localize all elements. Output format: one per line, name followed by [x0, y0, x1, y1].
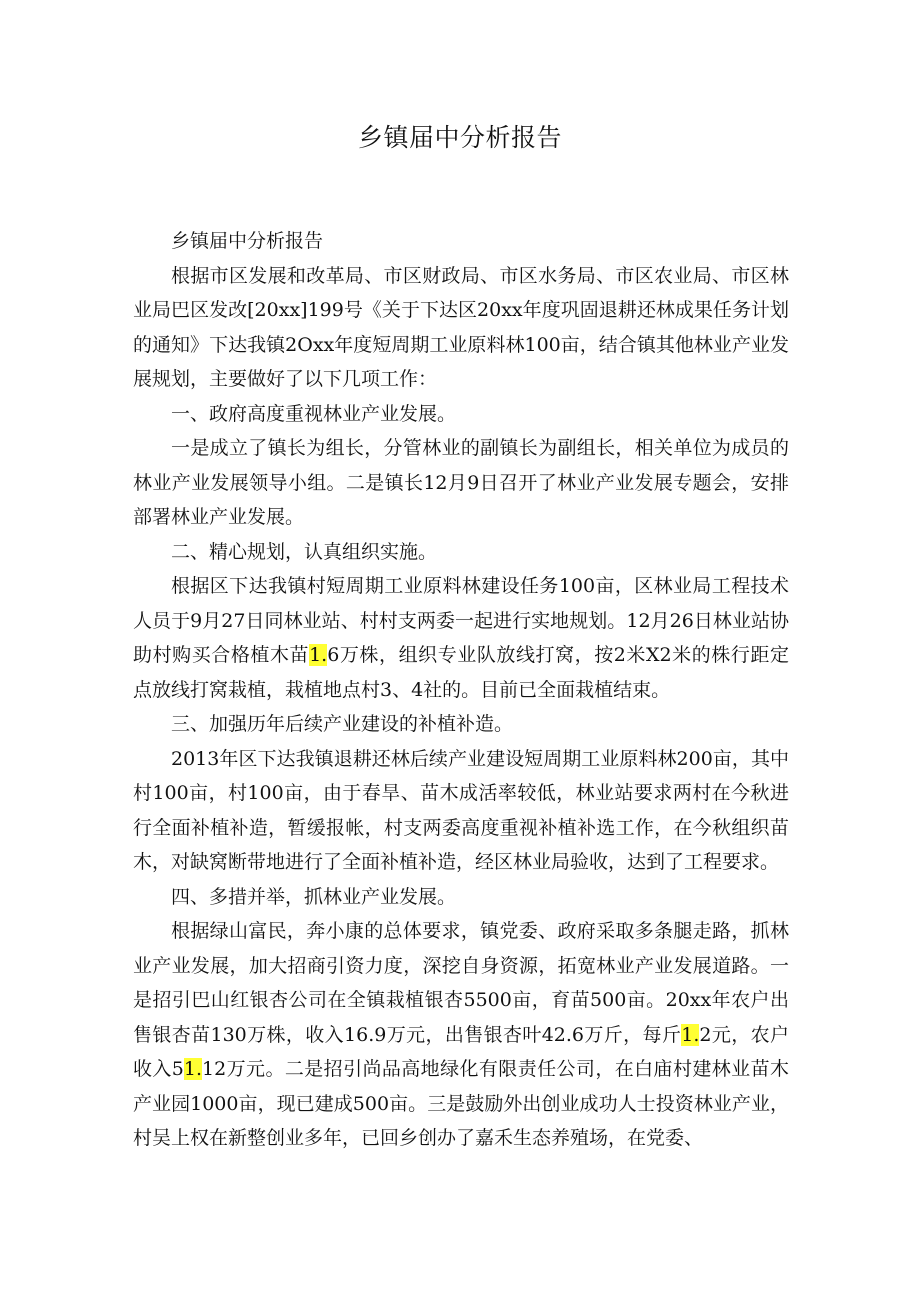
- text-run: 三、加强历年后续产业建设的补植补造。: [171, 713, 514, 735]
- text-run: 6万株，组织专业队放线打窝，按2米X2米的株行距定点放线打窝栽植，栽植地点村3、4社的。目前已全面栽植结束。: [133, 644, 789, 701]
- text-run: 12万元。二是招引尚品高地绿化有限责任公司，在白庙村建林业苗木产业园1000亩，现已建成500亩。三是鼓励外出创业成功人士投资林业产业，村吴上权在新整创业多年，已回乡创办了嘉禾生态养殖场，在党委、: [133, 1058, 789, 1149]
- paragraph: [133, 707, 789, 742]
- text-run: 根据绿山富民，奔小康的总体要求，镇党委、政府采取多条腿走路，抓林业产业发展，加大招商引资力度，深挖自身资源，拓宽林业产业发展道路。一是招引巴山红银杏公司在全镇栽植银杏5500亩，育苗500亩。20xx年农户出售银杏苗130万株，收入16.9万元，出售银杏叶42.6万斤，每斤: [133, 920, 789, 1046]
- text-run: 二、精心规划，认真组织实施。: [171, 540, 438, 563]
- highlighted-text: 1.: [309, 644, 328, 666]
- paragraph: [133, 224, 789, 259]
- document-body: [133, 224, 789, 1156]
- paragraph: [133, 914, 789, 1156]
- highlighted-text: 1.: [681, 1023, 700, 1046]
- document-title: 乡镇届中分析报告: [357, 123, 562, 152]
- paragraph: [133, 742, 789, 880]
- text-run: 乡镇届中分析报告: [171, 230, 324, 252]
- text-run: 根据区下达我镇村短周期工业原料林建设任务100亩，区林业局工程技术人员于9月27日同林业站、村村支两委一起进行实地规划。12月26日林业站协助村购买合格植木苗: [133, 575, 789, 666]
- paragraph: [133, 397, 789, 432]
- paragraph: [133, 880, 789, 915]
- paragraph: [133, 569, 789, 707]
- text-run: 一是成立了镇长为组长，分管林业的副镇长为副组长，相关单位为成员的林业产业发展领导小组。二是镇长12月9日召开了林业产业发展专题会，安排部署林业产业发展。: [133, 437, 789, 528]
- paragraph: [133, 259, 789, 397]
- text-run: 四、多措并举，抓林业产业发展。: [171, 885, 457, 908]
- highlighted-text: 1.: [183, 1058, 203, 1080]
- text-run: 2元，农户收入5: [133, 1023, 789, 1080]
- paragraph: [133, 535, 789, 570]
- paragraph: [133, 431, 789, 535]
- text-run: 一、政府高度重视林业产业发展。: [171, 402, 457, 425]
- text-run: 2013年区下达我镇退耕还林后续产业建设短周期工业原料林200亩，其中村100亩，村100亩，由于春旱、苗木成活率较低，林业站要求两村在今秋进行全面补植补造，暂缓报帐，村支两委高度重视补植补选工作，在今秋组织苗木，对缺窝断带地进行了全面补植补造，经区林业局验收，达到了工程要求。: [133, 747, 789, 873]
- text-run: 根据市区发展和改革局、市区财政局、市区水务局、市区农业局、市区林业局巴区发改[20xx]199号《关于下达区20xx年度巩固退耕还林成果任务计划的通知》下达我镇2Oxx年度短周期工业原料林100亩，结合镇其他林业产业发展规划，主要做好了以下几项工作：: [133, 264, 789, 390]
